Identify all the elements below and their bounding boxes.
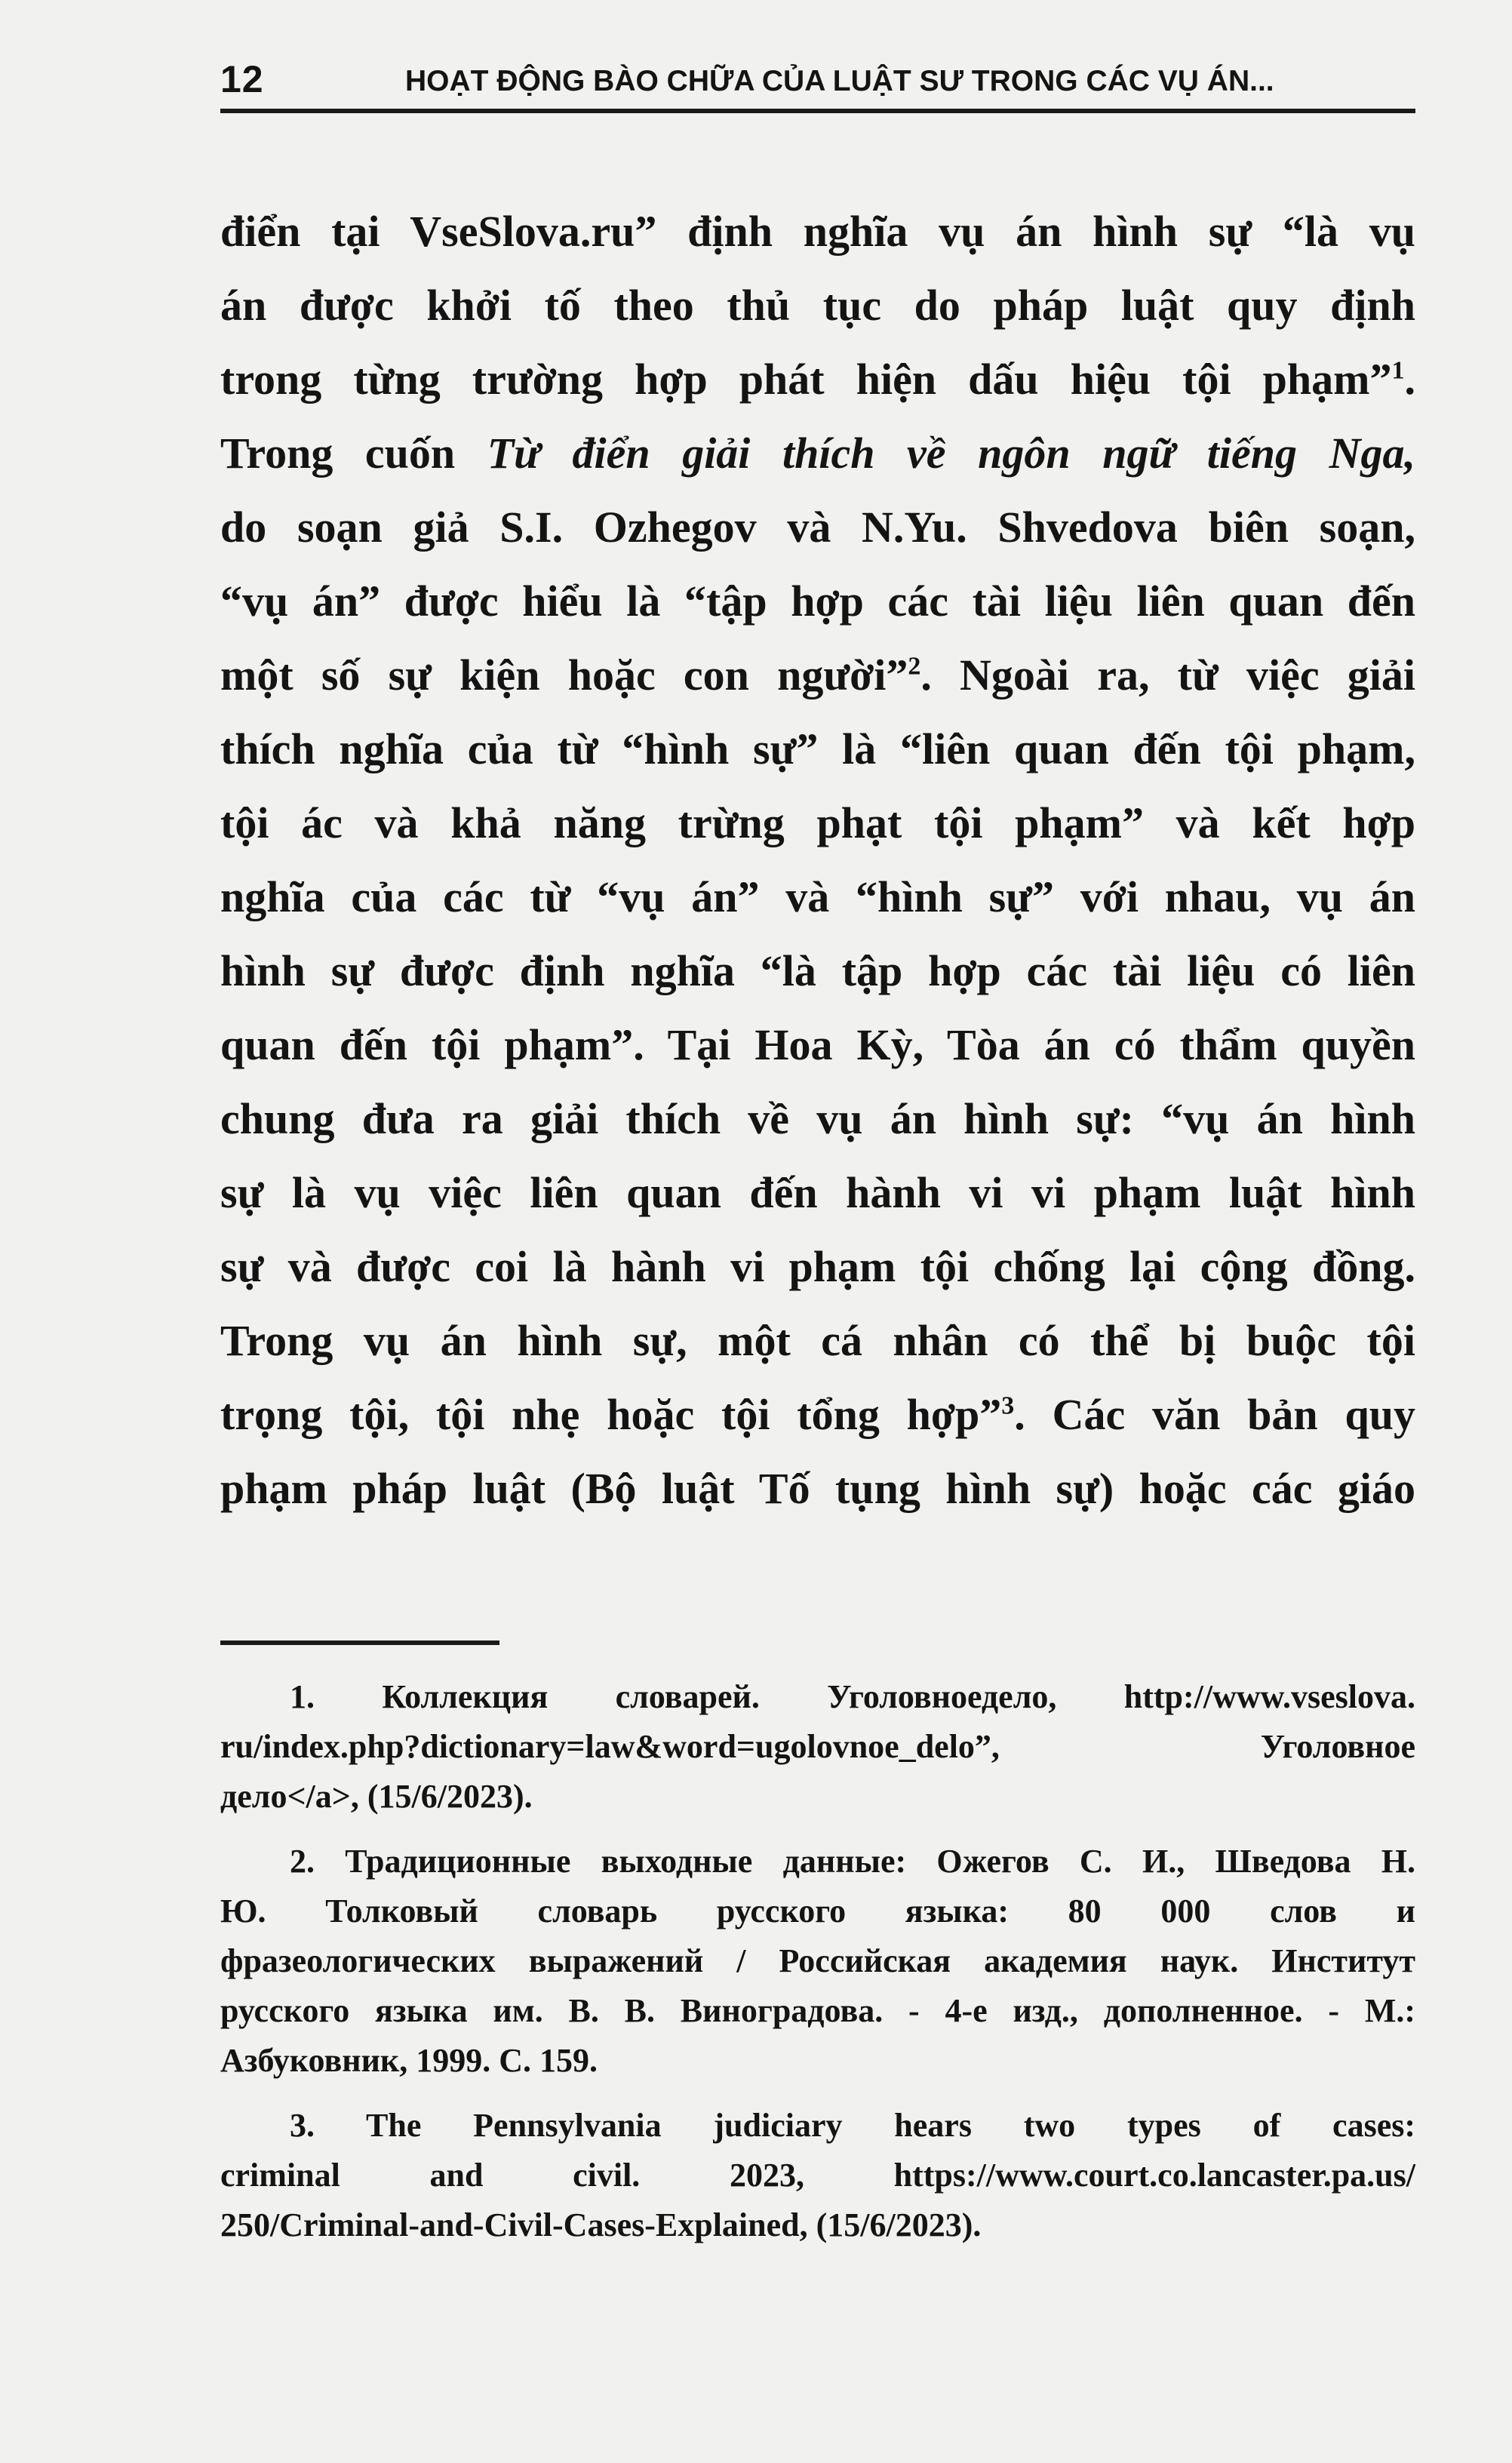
body-line: chung đưa ra giải thích về vụ án hình sự: “vụ án hình (220, 1094, 1415, 1143)
body-text (220, 195, 1415, 1526)
running-header-title: HOẠT ĐỘNG BÀO CHỮA CỦA LUẬT SƯ TRONG CÁC VỤ ÁN... (405, 65, 1274, 97)
footnote-1 (220, 1672, 1415, 1822)
footnote-line: 250/Criminal-and-Civil-Cases-Explained, (15/6/2023). (220, 2206, 982, 2243)
body-line: sự và được coi là hành vi phạm tội chống lại cộng đồng. (220, 1242, 1415, 1291)
header-rule (220, 109, 1415, 113)
body-line: Trong cuốn Từ điển giải thích về ngôn ngữ tiếng Nga, (220, 429, 1415, 478)
footnote-line: Ю. Толковый словарь русского языка: 80 000 слов и (220, 1893, 1415, 1930)
body-line: tội ác và khả năng trừng phạt tội phạm” và kết hợp (220, 798, 1415, 847)
footnote-line: русского языка им. В. В. Виноградова. - 4-е изд., дополненное. - М.: (220, 1992, 1415, 2029)
footnote-line: Азбуковник, 1999. С. 159. (220, 2042, 598, 2079)
body-line: điển tại VseSlova.ru” định nghĩa vụ án hình sự “là vụ (220, 207, 1415, 256)
body-line: Trong vụ án hình sự, một cá nhân có thể bị buộc tội (220, 1316, 1415, 1365)
footnote-line: дело</a>, (15/6/2023). (220, 1778, 533, 1815)
body-line: sự là vụ việc liên quan đến hành vi vi phạm luật hình (220, 1168, 1415, 1217)
footnote-line: 3. The Pennsylvania judiciary hears two types of cases: (290, 2107, 1415, 2144)
body-line: quan đến tội phạm”. Tại Hoa Kỳ, Tòa án có thẩm quyền (220, 1020, 1415, 1069)
footnotes (220, 1672, 1415, 2250)
body-line: trọng tội, tội nhẹ hoặc tội tổng hợp”$^3$. Các văn bản quy (220, 1390, 1415, 1439)
body-line: trong từng trường hợp phát hiện dấu hiệu tội phạm”$^1$. (220, 355, 1415, 404)
body-line: do soạn giả S.I. Ozhegov và N.Yu. Shvedova biên soạn, (220, 503, 1415, 552)
running-header (220, 53, 1415, 113)
book-title-italic: Từ điển giải thích về ngôn ngữ tiếng Nga, (487, 429, 1415, 478)
body-line: một số sự kiện hoặc con người”$^2$. Ngoài ra, từ việc giải (220, 650, 1415, 700)
footnote-2 (220, 1837, 1415, 2086)
footnote-3 (220, 2101, 1415, 2250)
body-line: phạm pháp luật (Bộ luật Tố tụng hình sự) hoặc các giáo (220, 1464, 1415, 1513)
page-number: 12 (220, 58, 264, 100)
footnote-line: фразеологических выражений / Российская академия наук. Институт (220, 1942, 1415, 1979)
footnote-ref-1[interactable]: 1 (1391, 356, 1405, 385)
footnote-line: 1. Коллекция словарей. Уголовноедело, http://www.vseslova. (290, 1678, 1415, 1715)
footnote-line: criminal and civil. 2023, https://www.court.co.lancaster.pa.us/ (220, 2157, 1415, 2194)
footnote-line: 2. Традиционные выходные данные: Ожегов С. И., Шведова Н. (290, 1843, 1415, 1880)
body-line: hình sự được định nghĩa “là tập hợp các tài liệu có liên (220, 946, 1415, 995)
body-line: nghĩa của các từ “vụ án” và “hình sự” với nhau, vụ án (220, 872, 1415, 921)
footnote-ref-2[interactable]: 2 (908, 652, 921, 681)
footnote-ref-3[interactable]: 3 (1001, 1391, 1015, 1420)
footnote-line: ru/index.php?dictionary=law&word=ugolovnoe_delo”, Уголовное (220, 1728, 1415, 1765)
body-line: “vụ án” được hiểu là “tập hợp các tài liệu liên quan đến (220, 577, 1415, 626)
body-line: án được khởi tố theo thủ tục do pháp luật quy định (220, 281, 1415, 330)
body-line: thích nghĩa của từ “hình sự” là “liên quan đến tội phạm, (220, 724, 1415, 773)
footnote-separator (220, 1640, 499, 1645)
